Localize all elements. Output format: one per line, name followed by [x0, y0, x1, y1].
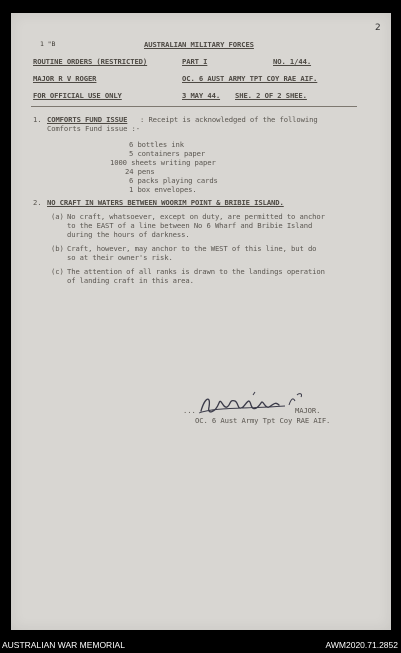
- header-sheet: SHE. 2 OF 2 SHEE.: [235, 91, 307, 100]
- list-item-ink: 6 bottles ink: [129, 140, 184, 149]
- document-title: AUSTRALIAN MILITARY FORCES: [144, 40, 254, 49]
- section2-number: 2.: [33, 198, 42, 207]
- list-item-pens: 24 pens: [125, 167, 155, 176]
- section2-heading: NO CRAFT IN WATERS BETWEEN WOORIM POINT & BRIBIE ISLAND.: [47, 198, 284, 207]
- signature-rank: MAJOR.: [295, 406, 321, 415]
- document-page: [11, 13, 391, 630]
- list-item-writing-paper: 1000 sheets writing paper: [110, 158, 216, 167]
- para-a-label: (a): [51, 212, 64, 221]
- para-b-line2: so at their owner's risk.: [67, 253, 173, 262]
- header-orders-type: ROUTINE ORDERS (RESTRICTED): [33, 57, 148, 66]
- section1-heading: COMFORTS FUND ISSUE: [47, 115, 128, 124]
- para-a-line1: No craft, whatsoever, except on duty, are permitted to anchor: [67, 212, 325, 221]
- para-b-label: (b): [51, 244, 64, 253]
- section1-text-line1: : Receipt is acknowledged of the following: [140, 115, 318, 124]
- list-item-envelopes: 1 box envelopes.: [129, 185, 197, 194]
- header-order-number: NO. 1/44.: [273, 57, 312, 66]
- header-part: PART I: [182, 57, 208, 66]
- header-classification: FOR OFFICIAL USE ONLY: [33, 91, 122, 100]
- para-b-line1: Craft, however, may anchor to the WEST of this line, but do: [67, 244, 317, 253]
- list-item-playing-cards: 6 packs playing cards: [129, 176, 218, 185]
- heading-mark: 1 "B: [40, 40, 56, 48]
- section1-text-line2: Comforts Fund issue :-: [47, 124, 140, 133]
- footer-institution: AUSTRALIAN WAR MEMORIAL: [2, 640, 125, 650]
- list-item-containers: 5 containers paper: [129, 149, 206, 158]
- section1-number: 1.: [33, 115, 42, 124]
- page-number: 2: [375, 23, 381, 33]
- signature-dots: ...: [183, 406, 196, 415]
- para-c-line1: The attention of all ranks is drawn to the landings operation: [67, 267, 325, 276]
- signature-unit: OC. 6 Aust Army Tpt Coy RAE AIF.: [195, 416, 331, 425]
- para-c-line2: of landing craft in this area.: [67, 276, 194, 285]
- footer-accession-number: AWM2020.71.2852: [325, 640, 398, 650]
- header-rule: [31, 106, 357, 107]
- para-a-line3: during the hours of darkness.: [67, 230, 190, 239]
- header-commander: MAJOR R V ROGER: [33, 74, 97, 83]
- para-a-line2: to the EAST of a line between No 6 Wharf and Bribie Island: [67, 221, 313, 230]
- para-c-label: (c): [51, 267, 64, 276]
- header-date: 3 MAY 44.: [182, 91, 221, 100]
- header-unit: OC. 6 AUST ARMY TPT COY RAE AIF.: [182, 74, 318, 83]
